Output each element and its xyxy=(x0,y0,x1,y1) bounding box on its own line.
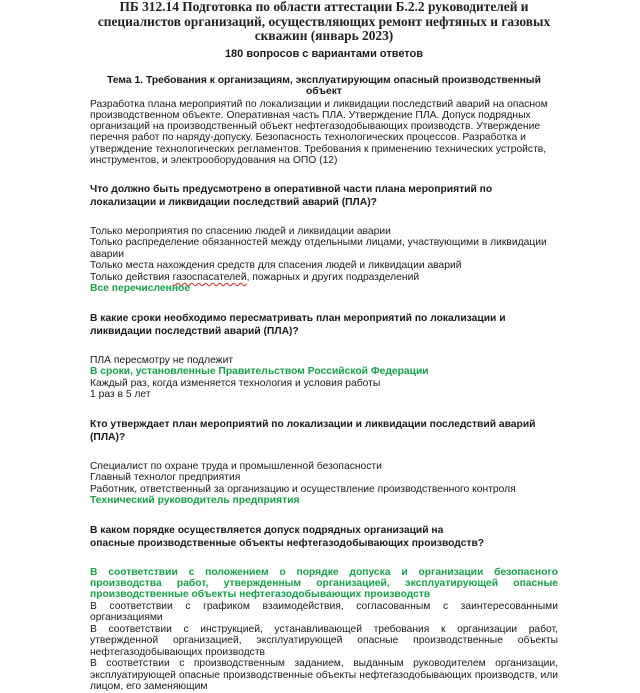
topic-title: Тема 1. Требования к организациям, эксплуатирующим опасный производственный объект xyxy=(107,74,541,98)
correct-answer: В соответствии с положением о порядке допуска и организации безопасного производства работ, утвержденным организацией, эксплуатирующей опасные производственные объекты нефтегазодобывающих производств xyxy=(90,566,558,601)
answer-option xyxy=(90,272,558,284)
answer-option: В соответствии с производственным заданием, выданным руководителем организации, эксплуатирующей опасные производственные объекты нефтегазодобывающих производств, или лицом, его заменяющим xyxy=(90,658,558,693)
answer-option: В соответствии с графиком взаимодействия, согласованным с заинтересованными организациями xyxy=(90,600,558,624)
question-block xyxy=(90,183,558,295)
question-text: Что должно быть предусмотрено в оперативной части плана мероприятий по локализации и ликвидации последствий аварий (ПЛА)? xyxy=(90,183,493,208)
topic-description: Разработка плана мероприятий по локализации и ликвидации последствий аварий на опасном производственном объекте. Оперативная часть ПЛА. Утверждение ПЛА. Допуск подрядных организаций на производственный объект нефтегазодобывающих производств. Утверждение перечня работ по наряду-допуску. Безопасность технологических процессов. Разработка и утверждение технологических регламентов. Требования к применению технических устройств, инструментов, и электрооборудования на ОПО (12) xyxy=(90,98,548,166)
question-block xyxy=(90,418,558,507)
correct-answer: В сроки, установленные Правительством Российской Федерации xyxy=(90,366,429,378)
answer-option: 1 раз в 5 лет xyxy=(90,389,151,401)
answer-option: Главный технолог предприятия xyxy=(90,472,241,484)
answer-option: Каждый раз, когда изменяется технология и условия работы xyxy=(90,377,381,389)
topic-block xyxy=(90,75,558,166)
answer-option: Специалист по охране труда и промышленной безопасности xyxy=(90,460,382,472)
answer-option: Только мероприятия по спасению людей и ликвидации аварии xyxy=(90,225,391,237)
document-title: ПБ 312.14 Подготовка по области аттестации Б.2.2 руководителей и специалистов организаций, осуществляющих ремонт нефтяных и газовых скважин (январь 2023) xyxy=(97,0,551,43)
answer-list xyxy=(90,355,558,401)
correct-answer: Технический руководитель предприятия xyxy=(90,495,300,507)
question-block xyxy=(90,524,558,693)
answer-option: Только места нахождения средств для спасения людей и ликвидации аварий xyxy=(90,260,462,272)
answer-option: ПЛА пересмотру не подлежит xyxy=(90,354,234,366)
correct-answer: Все перечисленное xyxy=(90,283,191,295)
question-text-line: опасные производственные объекты нефтегазодобывающих производств? xyxy=(90,537,485,549)
question-block xyxy=(90,312,558,401)
answer-text-part: , пожарных и других подразделений xyxy=(246,271,420,283)
question-text xyxy=(90,524,558,550)
answer-text-part: Только действия xyxy=(90,271,173,283)
answer-option: Только распределение обязанностей между отдельными лицами, участвующими в ликвидации аварии xyxy=(90,237,547,260)
spellcheck-marked-word: газоспасателей xyxy=(172,271,247,283)
question-text-line: В каком порядке осуществляется допуск подрядных организаций на xyxy=(90,524,444,536)
document-page xyxy=(90,0,558,693)
answer-list xyxy=(90,461,558,507)
answer-option: В соответствии с инструкцией, устанавливающей требования к организации работ, утвержденной организацией, эксплуатирующей опасные производственные объекты нефтегазодобывающих производств xyxy=(90,623,558,658)
answer-list xyxy=(90,226,558,295)
question-text: Кто утверждает план мероприятий по локализации и ликвидации последствий аварий (ПЛА)? xyxy=(90,418,536,443)
answer-list xyxy=(90,567,558,693)
question-text: В какие сроки необходимо пересматривать план мероприятий по локализации и ликвидации последствий аварий (ПЛА)? xyxy=(90,312,506,337)
document-subtitle: 180 вопросов с вариантами ответов xyxy=(224,47,424,60)
answer-option: Работник, ответственный за организацию и осуществление производственного контроля xyxy=(90,483,516,495)
